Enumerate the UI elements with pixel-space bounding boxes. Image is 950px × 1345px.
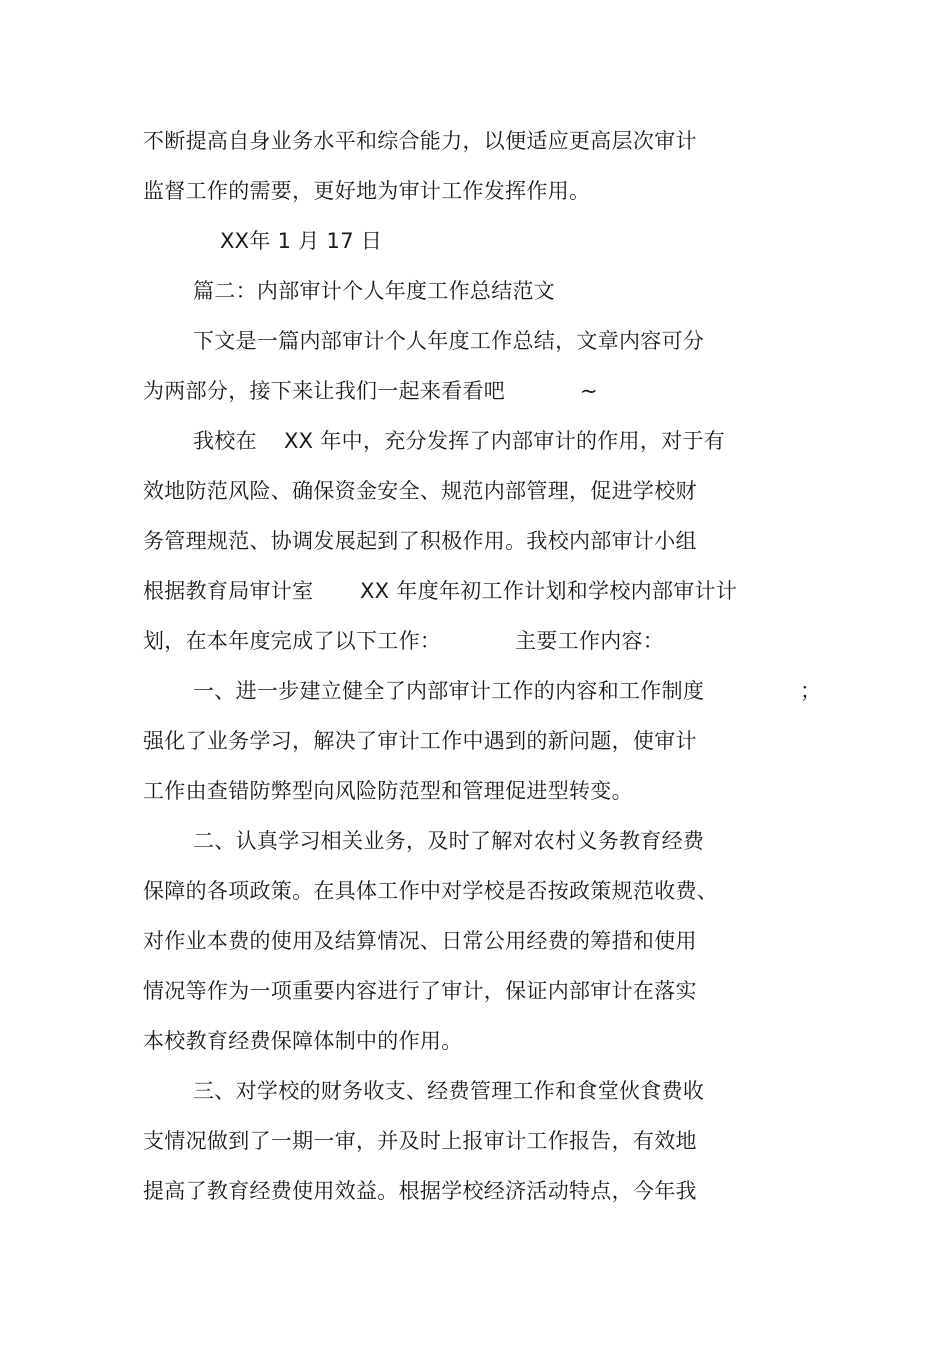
text-line: 不断提高自身业务水平和综合能力，以便适应更高层次审计 [143,129,697,153]
text-fragment: ； [800,679,822,703]
text-fragment: 主要工作内容： [515,629,665,653]
text-line: 效地防范风险、确保资金安全、规范内部管理，促进学校财 [143,479,697,503]
text-fragment: XX 年中，充分发挥了内部审计的作用，对于有 [284,429,726,453]
date-line: XX年 1 月 17 日 [220,229,383,253]
text-line: 支情况做到了一期一审，并及时上报审计工作报告，有效地 [143,1129,697,1153]
text-line: 工作由查错防弊型向风险防范型和管理促进型转变。 [143,779,633,803]
text-fragment: 根据教育局审计室 [143,579,314,603]
text-fragment: 我校在 [193,429,257,453]
text-line: 为两部分，接下来让我们一起来看看吧 [143,379,506,403]
text-line: 二、认真学习相关业务，及时了解对农村义务教育经费 [193,829,705,853]
text-line: 情况等作为一项重要内容进行了审计，保证内部审计在落实 [143,979,697,1003]
text-line: 监督工作的需要，更好地为审计工作发挥作用。 [143,179,591,203]
text-line: 对作业本费的使用及结算情况、日常公用经费的筹措和使用 [143,929,697,953]
text-fragment: ~ [580,379,598,403]
text-fragment: 一、进一步建立健全了内部审计工作的内容和工作制度 [193,679,705,703]
section-heading: 篇二：内部审计个人年度工作总结范文 [193,279,556,303]
text-fragment: XX 年度年初工作计划和学校内部审计计 [360,579,738,603]
text-line: 保障的各项政策。在具体工作中对学校是否按政策规范收费、 [143,879,719,903]
text-fragment: 划，在本年度完成了以下工作： [143,629,442,653]
text-line: 强化了业务学习，解决了审计工作中遇到的新问题，使审计 [143,729,697,753]
text-line: 提高了教育经费使用效益。根据学校经济活动特点，今年我 [143,1179,697,1203]
text-line: 下文是一篇内部审计个人年度工作总结，文章内容可分 [193,329,705,353]
text-line: 三、对学校的财务收支、经费管理工作和食堂伙食费收 [193,1079,705,1103]
text-line: 务管理规范、协调发展起到了积极作用。我校内部审计小组 [143,529,697,553]
text-line: 本校教育经费保障体制中的作用。 [143,1029,463,1053]
